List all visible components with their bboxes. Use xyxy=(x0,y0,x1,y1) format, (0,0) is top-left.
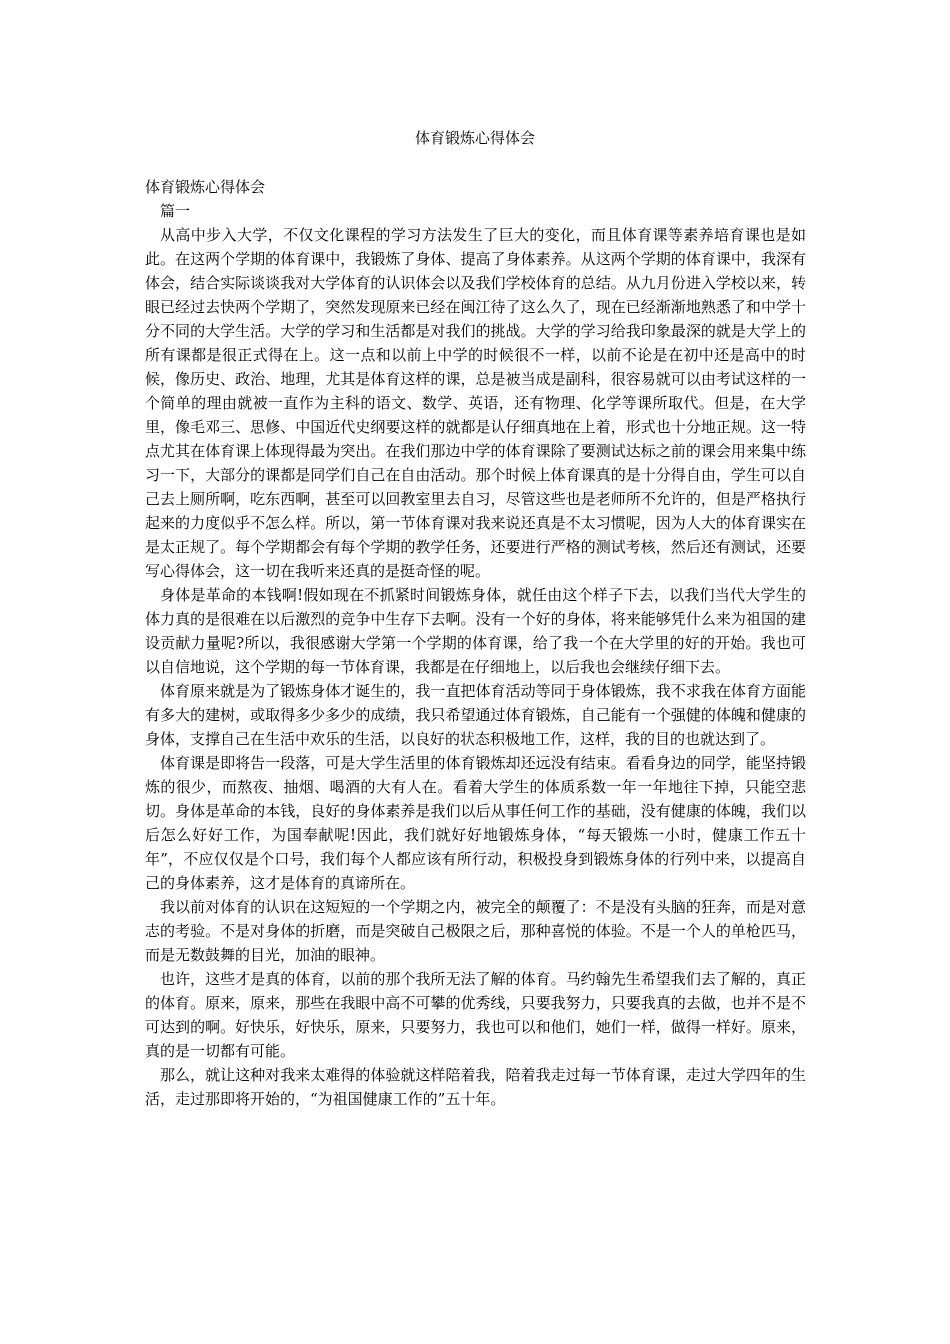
document-body xyxy=(145,175,806,1111)
paragraph-1: 从高中步入大学，不仅文化课程的学习方法发生了巨大的变化，而且体育课等素养培育课也是如此。在这两个学期的体育课中，我锻炼了身体、提高了身体素养。从这两个学期的体育课中，我深有体会，结合实际谈谈我对大学体育的认识体会以及我们学校体育的总结。从九月份进入学校以来，转眼已经过去快两个学期了，突然发现原来已经在闽江待了这么久了，现在已经渐渐地熟悉了和中学十分不同的大学生活。大学的学习和生活都是对我们的挑战。大学的学习给我印象最深的就是大学上的所有课都是很正式得在上。这一点和以前上中学的时候很不一样，以前不论是在初中还是高中的时候，像历史、政治、地理，尤其是体育这样的课，总是被当成是副科，很容易就可以由考试这样的一个简单的理由就被一直作为主科的语文、数学、英语，还有物理、化学等课所取代。但是，在大学里，像毛邓三、思修、中国近代史纲要这样的就都是认仔细真地在上着，形式也十分地正规。这一特点尤其在体育课上体现得最为突出。在我们那边中学的体育课除了要测试达标之前的课会用来集中练习一下，大部分的课都是同学们自己在自由活动。那个时候上体育课真的是十分得自由，学生可以自己去上厕所啊，吃东西啊，甚至可以回教室里去自习，尽管这些也是老师所不允许的，但是严格执行起来的力度似乎不怎么样。所以，第一节体育课对我来说还真是不太习惯呢，因为人大的体育课实在是太正规了。每个学期都会有每个学期的教学任务，还要进行严格的测试考核，然后还有测试，还要写心得体会，这一切在我听来还真的是挺奇怪的呢。 xyxy=(145,226,806,580)
paragraph-7: 那么，就让这种对我来太难得的体验就这样陪着我，陪着我走过每一节体育课，走过大学四年的生活，走过那即将开始的，“为祖国健康工作的”五十年。 xyxy=(145,1066,806,1108)
paragraph-4: 体育课是即将告一段落，可是大学生活里的体育锻炼却还远没有结束。看看身边的同学，能坚持锻炼的很少，而熬夜、抽烟、喝酒的大有人在。看着大学生的体质系数一年一年地往下掉，只能空悲切。身体是革命的本钱，良好的身体素养是我们以后从事任何工作的基础，没有健康的体魄，我们以后怎么好好工作，为国奉献呢!因此，我们就好好地锻炼身体，“每天锻炼一小时，健康工作五十年”，不应仅仅是个口号，我们每个人都应该有所行动，积极投身到锻炼身体的行列中来，以提高自己的身体素养，这才是体育的真谛所在。 xyxy=(145,754,806,892)
paragraph-2: 身体是革命的本钱啊!假如现在不抓紧时间锻炼身体，就任由这个样子下去，以我们当代大学生的体力真的是很难在以后激烈的竞争中生存下去啊。没有一个好的身体，将来能够凭什么来为祖国的建设贡献力量呢?所以，我很感谢大学第一个学期的体育课，给了我一个在大学里的好的开始。我也可以自信地说，这个学期的每一节体育课，我都是在仔细地上，以后我也会继续仔细下去。 xyxy=(145,586,806,676)
document-subtitle: 体育锻炼心得体会 xyxy=(145,178,266,196)
section-label: 篇一 xyxy=(160,202,191,220)
paragraph-5: 我以前对体育的认识在这短短的一个学期之内，被完全的颠覆了：不是没有头脑的狂奔，而是对意志的考验。不是对身体的折磨，而是突破自己极限之后，那种喜悦的体验。不是一个人的单枪匹马，而是无数鼓舞的目光，加油的眼神。 xyxy=(145,898,806,964)
paragraph-3: 体育原来就是为了锻炼身体才诞生的，我一直把体育活动等同于身体锻炼，我不求我在体育方面能有多大的建树，或取得多少多少的成绩，我只希望通过体育锻炼，自己能有一个强健的体魄和健康的身体，支撑自己在生活中欢乐的生活，以良好的状态积极地工作，这样，我的目的也就达到了。 xyxy=(145,682,806,748)
document-title: 体育锻炼心得体会 xyxy=(414,129,535,147)
paragraph-6: 也许，这些才是真的体育，以前的那个我所无法了解的体育。马约翰先生希望我们去了解的，真正的体育。原来，原来，那些在我眼中高不可攀的优秀线，只要我努力，只要我真的去做，也并不是不可达到的啊。好快乐，好快乐，原来，只要努力，我也可以和他们，她们一样，做得一样好。原来，真的是一切都有可能。 xyxy=(145,970,806,1060)
